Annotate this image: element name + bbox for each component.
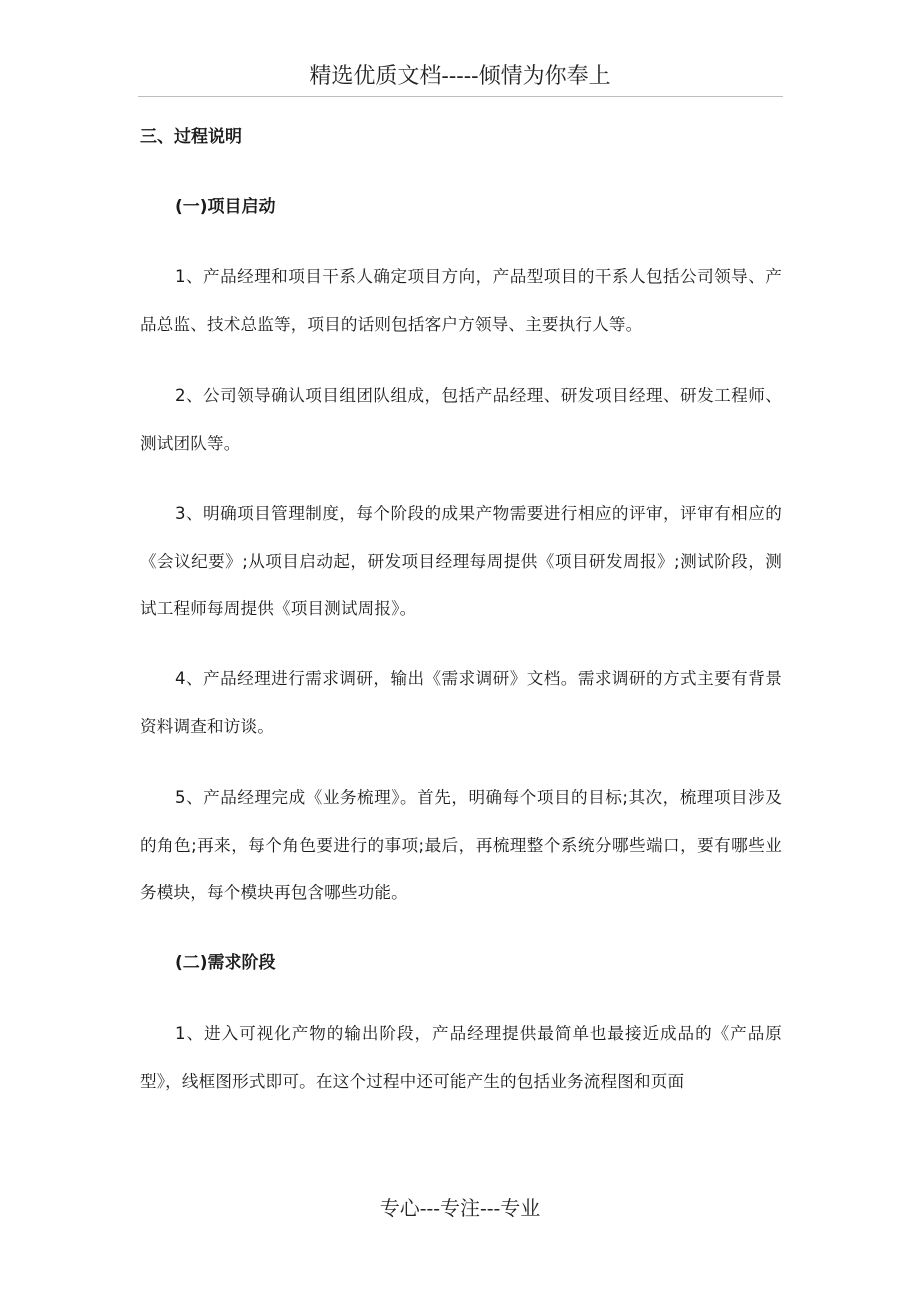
page-header: 精选优质文档-----倾情为你奉上 [309,64,611,89]
paragraph-prototype: 1、进入可视化产物的输出阶段，产品经理提供最简单也最接近成品的《产品原型》，线框图形式即可。在这个过程中还可能产生的包括业务流程图和页面 [140,1024,782,1091]
page-footer: 专心---专注---专业 [379,1196,541,1220]
paragraph-team-formation: 2、公司领导确认项目组团队组成，包括产品经理、研发项目经理、研发工程师、测试团队等。 [140,386,782,453]
paragraph-requirement-research: 4、产品经理进行需求调研，输出《需求调研》文档。需求调研的方式主要有背景资料调查和访谈。 [140,669,782,736]
subsection-title-project-start: (一)项目启动 [175,197,276,217]
paragraph-business-review: 5、产品经理完成《业务梳理》。首先，明确每个项目的目标;其次，梳理项目涉及的角色;再来，每个角色要进行的事项;最后，再梳理整个系统分哪些端口，要有哪些业务模块，每个模块再包含哪些功能。 [140,788,782,902]
section-title: 三、过程说明 [140,127,242,147]
subsection-title-requirement-stage: (二)需求阶段 [175,953,276,973]
header-divider [138,96,783,97]
paragraph-stakeholders: 1、产品经理和项目干系人确定项目方向，产品型项目的干系人包括公司领导、产品总监、技术总监等，项目的话则包括客户方领导、主要执行人等。 [140,267,782,334]
paragraph-management-rules: 3、明确项目管理制度，每个阶段的成果产物需要进行相应的评审，评审有相应的《会议纪要》;从项目启动起，研发项目经理每周提供《项目研发周报》;测试阶段，测试工程师每周提供《项目测试周报》。 [140,504,782,618]
